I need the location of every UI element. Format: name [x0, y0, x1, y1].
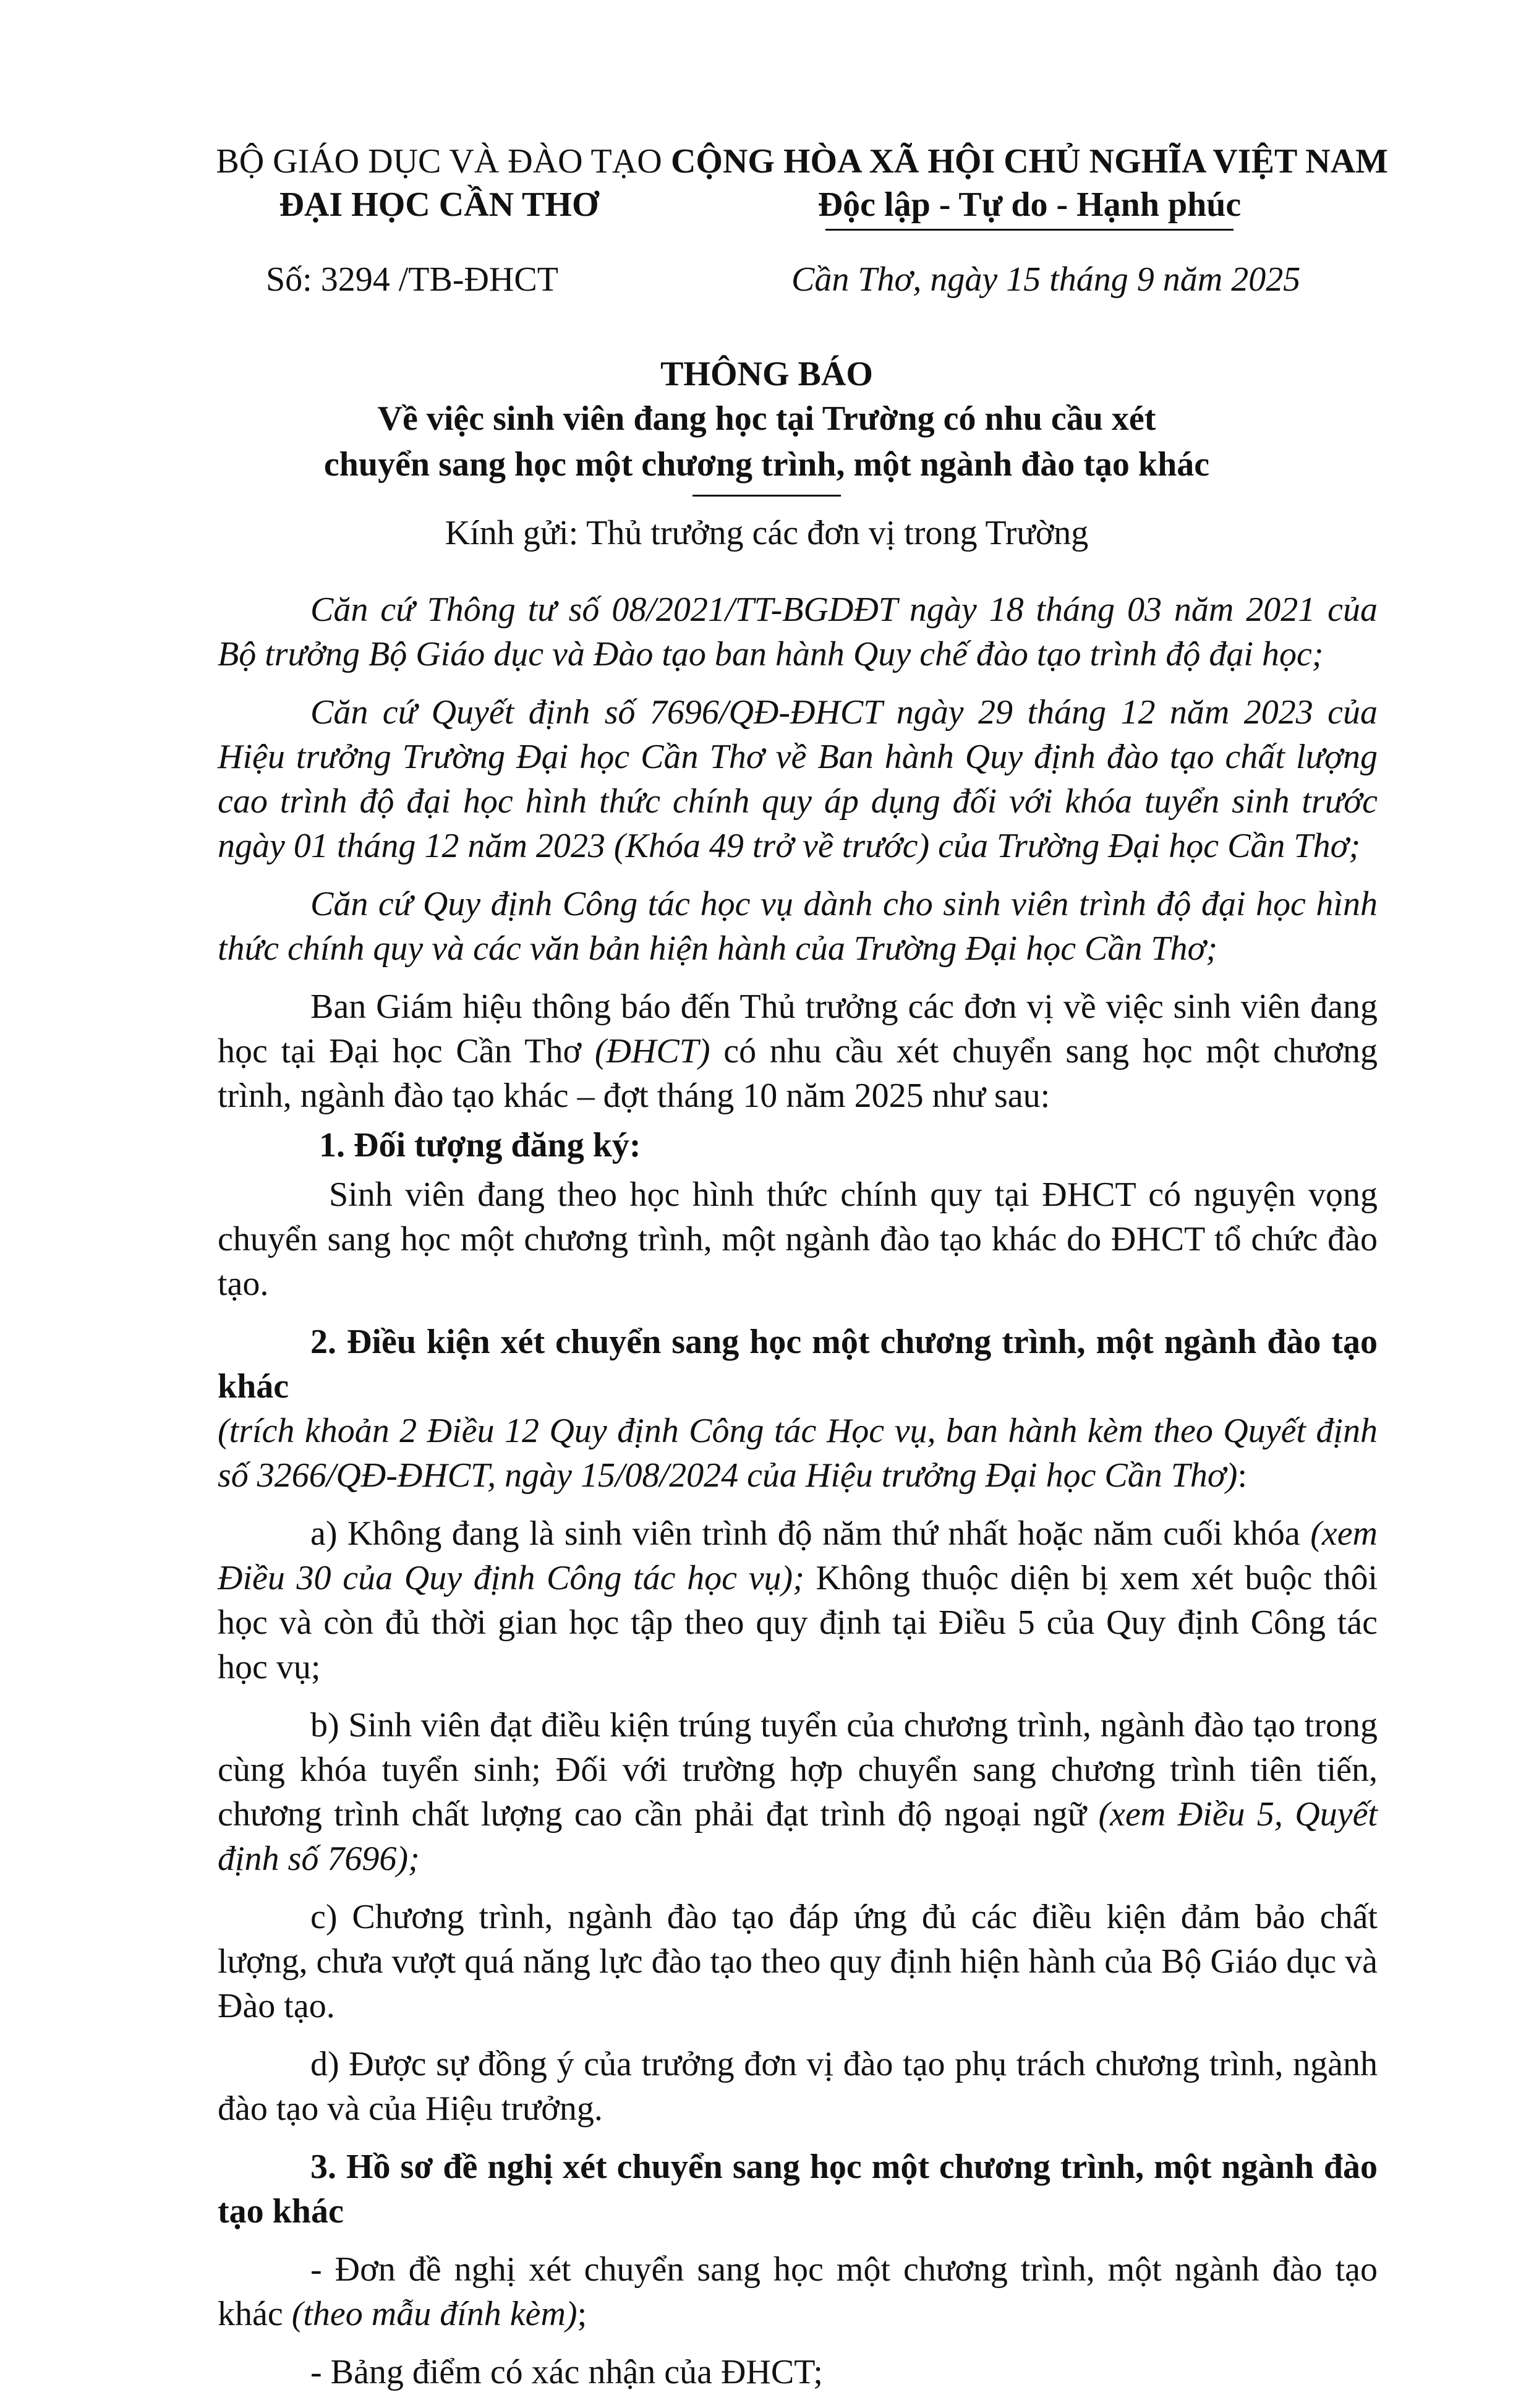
condition-a-text-1: a) Không đang là sinh viên trình độ năm thứ nhất hoặc năm cuối khóa [310, 1514, 1311, 1553]
document-item-1-ref: (theo mẫu đính kèm) [291, 2295, 577, 2333]
document-type: THÔNG BÁO [660, 355, 873, 393]
section-1-text: Sinh viên đang theo học hình thức chính quy tại ĐHCT có nguyện vọng chuyển sang học một chương trình, một ngành đào tạo khác do ĐHCT tổ chức đào tạo. [218, 1176, 1378, 1303]
document-item-2: - Bảng điểm có xác nhận của ĐHCT; [310, 2353, 823, 2391]
section-2-note-end: : [1237, 1456, 1248, 1495]
intro-text-2: có nhu cầu xét chuyển sang học một chương trình, ngành đào tạo khác – đợt tháng 10 năm 2025 như sau: [218, 1032, 1378, 1115]
ministry-name: BỘ GIÁO DỤC VÀ ĐÀO TẠO [216, 142, 662, 181]
legal-basis-2: Căn cứ Quyết định số 7696/QĐ-ĐHCT ngày 29 tháng 12 năm 2023 của Hiệu trưởng Trường Đại học Cần Thơ về Ban hành Quy định đào tạo chất lượng cao trình độ đại học hình thức chính quy áp dụng đối với khóa tuyển sinh trước ngày 01 tháng 12 năm 2023 (Khóa 49 trở về trước) của Trường Đại học Cần Thơ; [218, 693, 1378, 865]
legal-basis-3: Căn cứ Quy định Công tác học vụ dành cho sinh viên trình độ đại học hình thức chính quy và các văn bản hiện hành của Trường Đại học Cần Thơ; [218, 885, 1378, 968]
intro-paragraph [218, 984, 1378, 1118]
document-item-1-text: - Đơn đề nghị xét chuyển sang học một chương trình, một ngành đào tạo khác [218, 2250, 1378, 2333]
document-body [218, 587, 1378, 2408]
university-name: ĐẠI HỌC CẦN THƠ [279, 186, 599, 224]
document-item-1 [218, 2247, 1378, 2336]
title-underline [692, 495, 841, 497]
title-line-1: Về việc sinh viên đang học tại Trường có nhu cầu xét [377, 399, 1156, 438]
recipient-line: Kính gửi: Thủ trưởng các đơn vị trong Trường [445, 514, 1089, 552]
nation-name: CỘNG HÒA XÃ HỘI CHỦ NGHĨA VIỆT NAM [670, 142, 1389, 181]
intro-abbrev: (ĐHCT) [594, 1032, 710, 1070]
section-1-heading: 1. Đối tượng đăng ký: [319, 1126, 641, 1164]
section-2-note [218, 1409, 1378, 1498]
place-date: Cần Thơ, ngày 15 tháng 9 năm 2025 [791, 260, 1301, 299]
condition-a-ref: (xem Điều 30 của Quy định Công tác học vụ); [218, 1514, 1378, 1597]
condition-a [218, 1511, 1378, 1689]
condition-b [218, 1703, 1378, 1881]
header-left [210, 140, 668, 226]
section-2-note-text: (trích khoản 2 Điều 12 Quy định Công tác Học vụ, ban hành kèm theo Quyết định số 3266/QĐ-ĐHCT, ngày 15/08/2024 của Hiệu trưởng Đại học Cần Thơ) [218, 1412, 1378, 1495]
condition-c: c) Chương trình, ngành đào tạo đáp ứng đủ các điều kiện đảm bảo chất lượng, chưa vượt quá năng lực đào tạo theo quy định hiện hành của Bộ Giáo dục và Đào tạo. [218, 1898, 1378, 2025]
legal-basis-1: Căn cứ Thông tư số 08/2021/TT-BGDĐT ngày 18 tháng 03 năm 2021 của Bộ trưởng Bộ Giáo dục và Đào tạo ban hành Quy chế đào tạo trình độ đại học; [218, 591, 1378, 673]
condition-b-text: b) Sinh viên đạt điều kiện trúng tuyển của chương trình, ngành đào tạo trong cùng khóa tuyển sinh; Đối với trường hợp chuyển sang chương trình tiên tiến, chương trình chất lượng cao cần phải đạt trình độ ngoại ngữ [218, 1706, 1378, 1834]
title-line-2: chuyển sang học một chương trình, một ngành đào tạo khác [323, 445, 1210, 484]
document-number: Số: 3294 /TB-ĐHCT [266, 260, 558, 299]
header-right [668, 140, 1391, 231]
motto-underline [825, 229, 1234, 231]
national-motto: Độc lập - Tự do - Hạnh phúc [817, 186, 1242, 224]
condition-a-text-2: Không thuộc diện bị xem xét buộc thôi học và còn đủ thời gian học tập theo quy định tại Điều 5 của Quy định Công tác học vụ; [218, 1559, 1378, 1686]
condition-d: d) Được sự đồng ý của trưởng đơn vị đào tạo phụ trách chương trình, ngành đào tạo và của Hiệu trưởng. [218, 2045, 1378, 2128]
section-3-heading: 3. Hồ sơ đề nghị xét chuyển sang học một chương trình, một ngành đào tạo khác [218, 2148, 1378, 2231]
intro-text-1: Ban Giám hiệu thông báo đến Thủ trưởng các đơn vị về việc sinh viên đang học tại Đại học Cần Thơ [218, 988, 1378, 1070]
document-item-1-end: ; [577, 2295, 587, 2333]
section-2-heading: 2. Điều kiện xét chuyển sang học một chương trình, một ngành đào tạo khác [218, 1323, 1378, 1406]
condition-b-ref: (xem Điều 5, Quyết định số 7696); [218, 1795, 1378, 1878]
title-block [185, 352, 1348, 497]
